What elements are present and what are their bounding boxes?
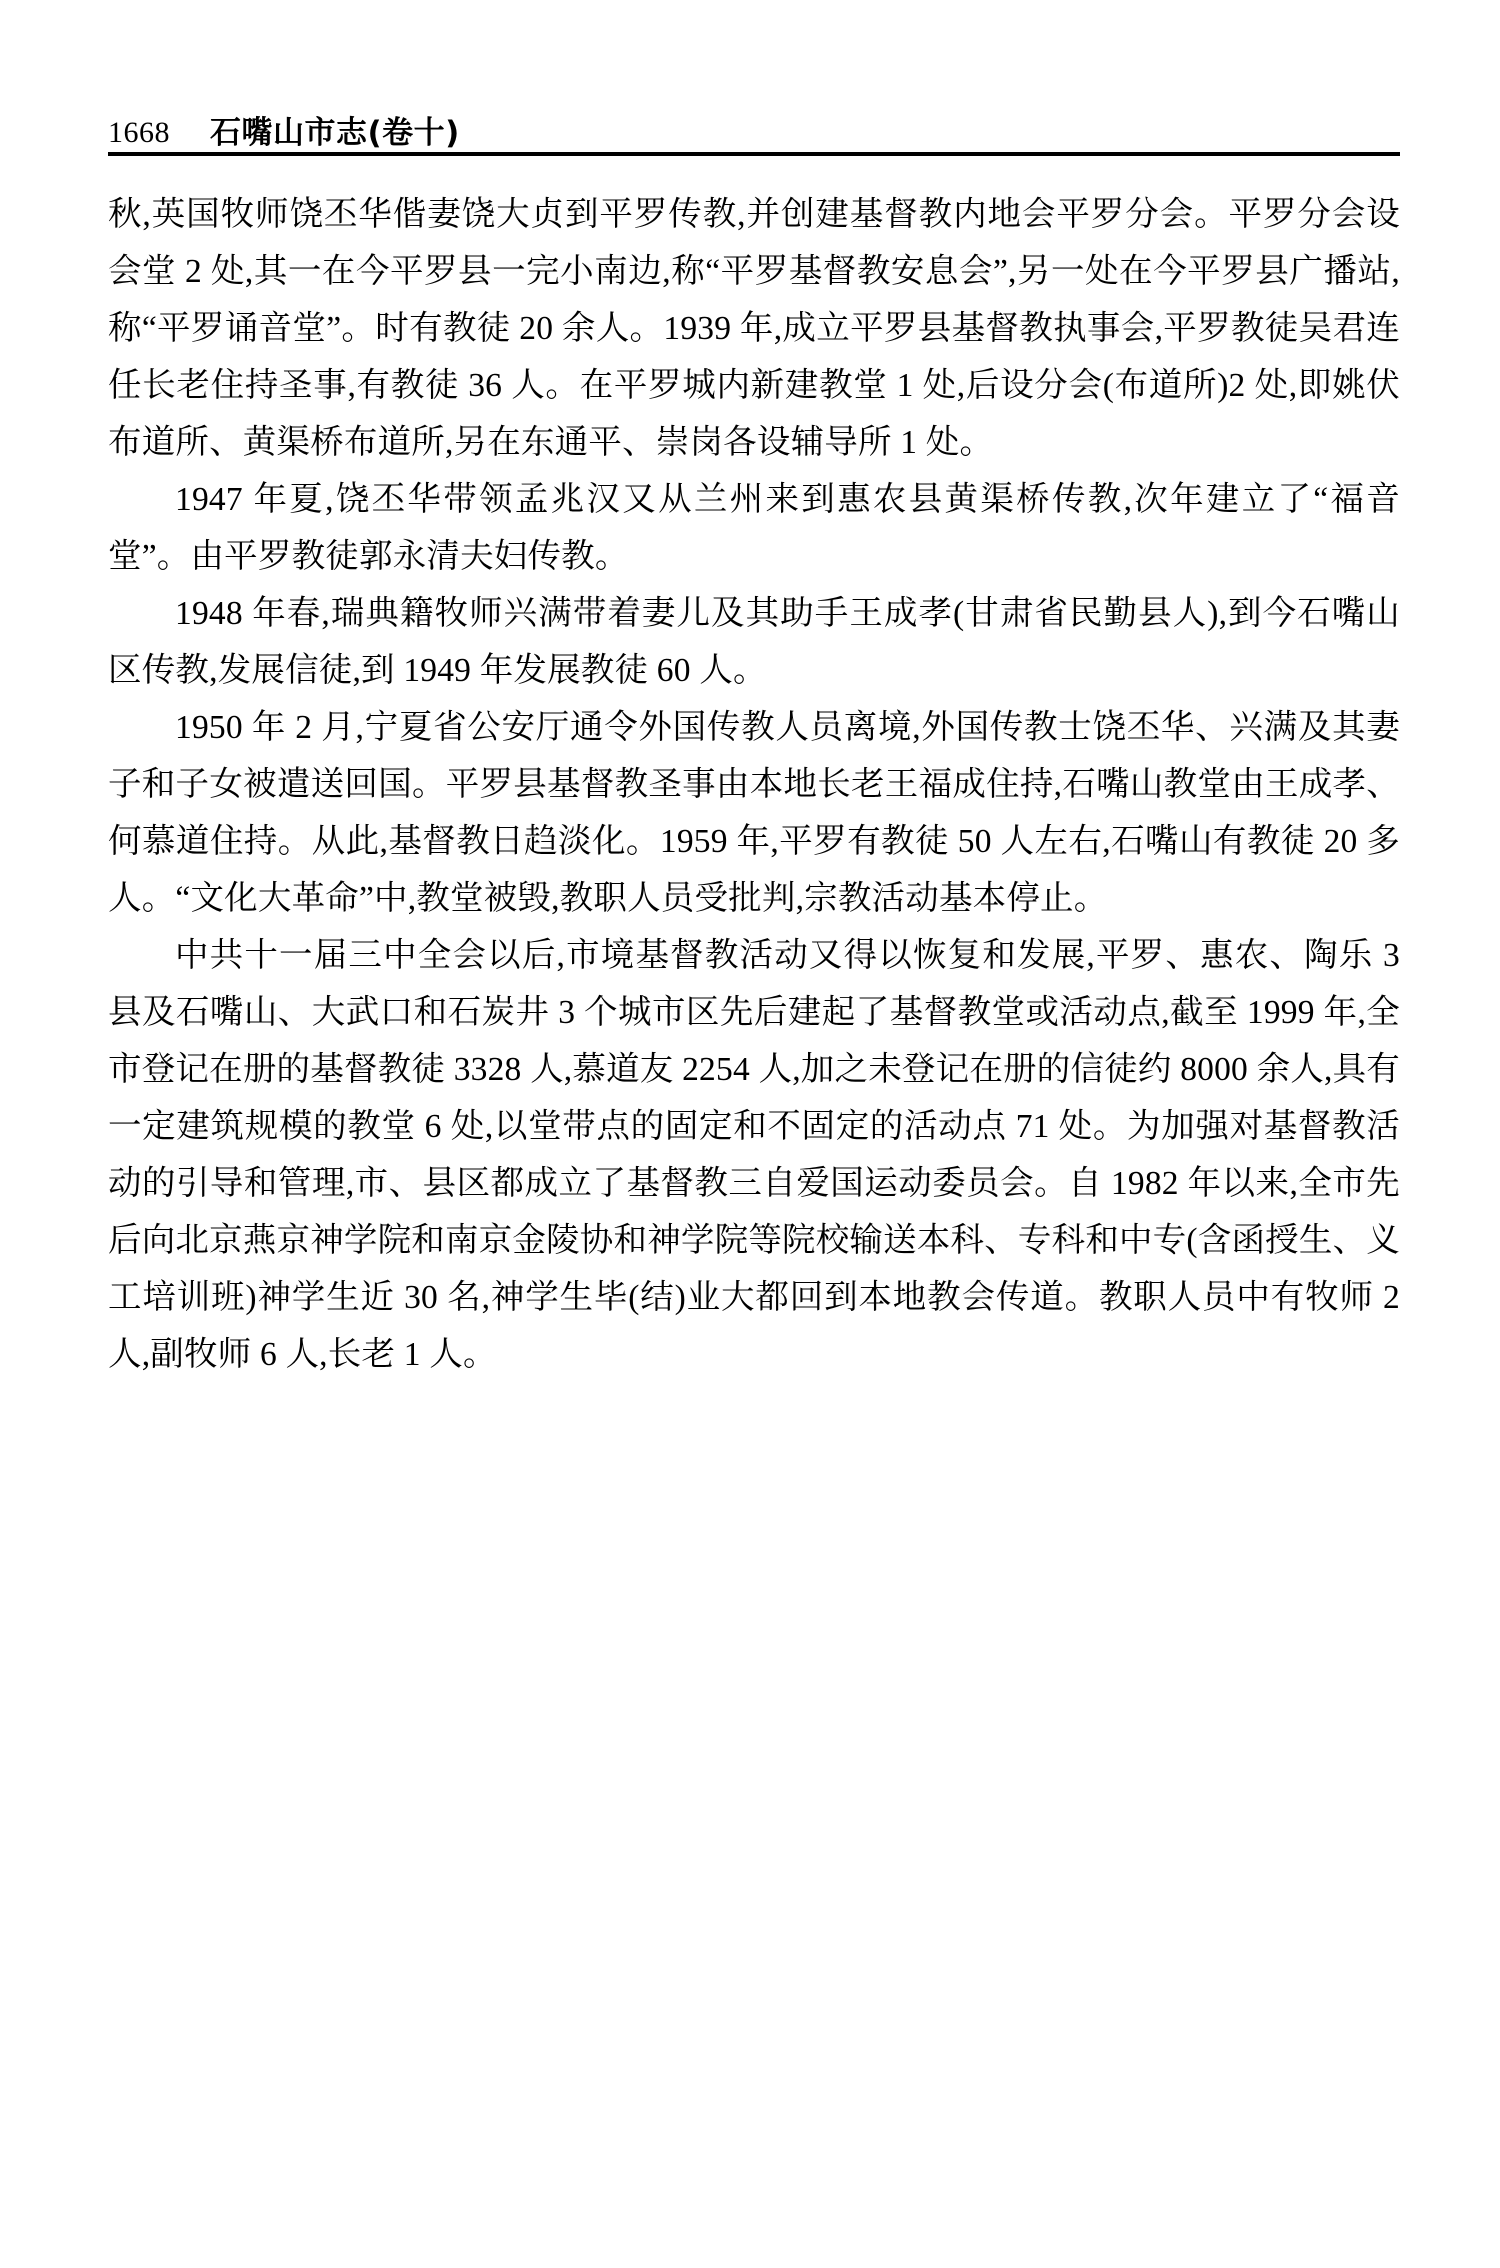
paragraph: 秋,英国牧师饶丕华偕妻饶大贞到平罗传教,并创建基督教内地会平罗分会。平罗分会设会堂 2 处,其一在今平罗县一完小南边,称“平罗基督教安息会”,另一处在今平罗县广播站,称“平罗诵音堂”。时有教徒 20 余人。1939 年,成立平罗县基督教执事会,平罗教徒吴君连任长老住持圣事,有教徒 36 人。在平罗城内新建教堂 1 处,后设分会(布道所)2 处,即姚伏布道所、黄渠桥布道所,另在东通平、崇岗各设辅导所 1 处。 <box>108 196 1400 461</box>
page-header <box>108 96 1398 152</box>
paragraph: 中共十一届三中全会以后,市境基督教活动又得以恢复和发展,平罗、惠农、陶乐 3 县及石嘴山、大武口和石炭井 3 个城市区先后建起了基督教堂或活动点,截至 1999 年,全市登记在册的基督教徒 3328 人,慕道友 2254 人,加之未登记在册的信徒约 8000 余人,具有一定建筑规模的教堂 6 处,以堂带点的固定和不固定的活动点 71 处。为加强对基督教活动的引导和管理,市、县区都成立了基督教三自爱国运动委员会。自 1982 年以来,全市先后向北京燕京神学院和南京金陵协和神学院等院校输送本科、专科和中专(含函授生、义工培训班)神学生近 30 名,神学生毕(结)业大都回到本地教会传道。教职人员中有牧师 2 人,副牧师 6 人,长老 1 人。 <box>108 937 1400 1373</box>
paragraph: 1947 年夏,饶丕华带领孟兆汉又从兰州来到惠农县黄渠桥传教,次年建立了“福音堂”。由平罗教徒郭永清夫妇传教。 <box>108 481 1400 575</box>
paragraph: 1948 年春,瑞典籍牧师兴满带着妻儿及其助手王成孝(甘肃省民勤县人),到今石嘴山区传教,发展信徒,到 1949 年发展教徒 60 人。 <box>108 595 1400 689</box>
paragraph: 1950 年 2 月,宁夏省公安厅通令外国传教人员离境,外国传教士饶丕华、兴满及其妻子和子女被遣送回国。平罗县基督教圣事由本地长老王福成住持,石嘴山教堂由王成孝、何慕道住持。从此,基督教日趋淡化。1959 年,平罗有教徒 50 人左右,石嘴山有教徒 20 多人。“文化大革命”中,教堂被毁,教职人员受批判,宗教活动基本停止。 <box>108 709 1400 917</box>
page-number: 1668 <box>108 116 170 149</box>
book-title: 石嘴山市志(卷十) <box>210 115 460 151</box>
header-divider <box>108 152 1400 156</box>
body-text <box>108 186 1400 1383</box>
